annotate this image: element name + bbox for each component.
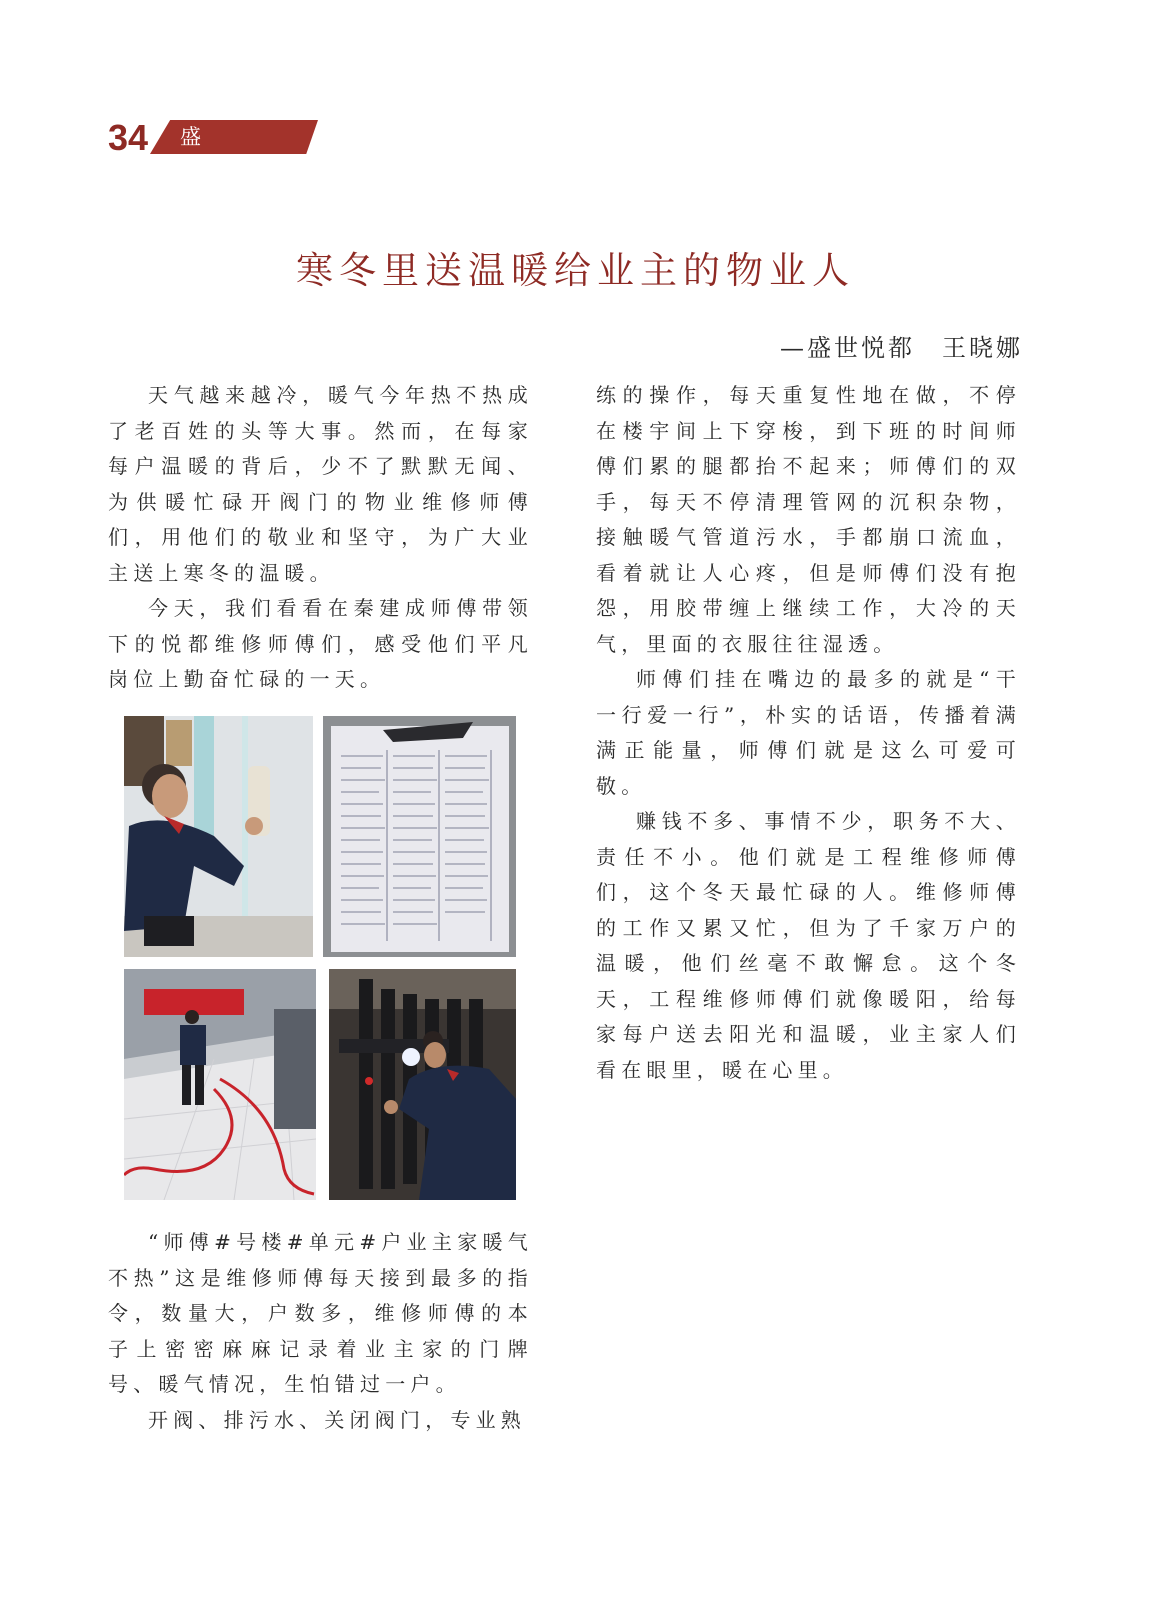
photo-corridor-hose bbox=[124, 969, 316, 1200]
photo-handwritten-records bbox=[323, 716, 516, 957]
article-byline: —盛世悦都 王晓娜 bbox=[780, 334, 1023, 362]
paragraph: 今天，我们看看在秦建成师傅带领下的悦都维修师傅们，感受他们平凡岗位上勤奋忙碌的一天。 bbox=[108, 596, 533, 691]
page-number: 34 bbox=[108, 117, 149, 158]
photo-worker-radiator bbox=[124, 716, 313, 957]
left-column-top bbox=[108, 378, 533, 698]
article-title: 寒冬里送温暖给业主的物业人 bbox=[296, 249, 855, 292]
paragraph: 练的操作，每天重复性地在做，不停在楼宇间上下穿梭，到下班的时间师傅们累的腿都抬不起来；师傅们的双手，每天不停清理管网的沉积杂物，接触暖气管道污水，手都崩口流血，看着就让人心疼，但是师傅们没有抱怨，用胶带缠上继续工作，大冷的天气，里面的衣服往往湿透。 bbox=[596, 383, 1021, 656]
right-column bbox=[596, 378, 1021, 1088]
photo-pipe-valves bbox=[329, 969, 516, 1200]
paragraph: 赚钱不多、事情不少，职务不大、责任不小。他们就是工程维修师傅们，这个冬天最忙碌的人。维修师傅的工作又累又忙，但为了千家万户的温暖，他们丝毫不敢懈怠。这个冬天，工程维修师傅们就像暖阳，给每家每户送去阳光和温暖，业主家人们看在眼里，暖在心里。 bbox=[596, 809, 1021, 1082]
paragraph: 天气越来越冷，暖气今年热不热成了老百姓的头等大事。然而，在每家每户温暖的背后，少不了默默无闻、为供暖忙碌开阀门的物业维修师傅们，用他们的敬业和坚守，为广大业主送上寒冬的温暖。 bbox=[108, 383, 533, 585]
paragraph: 师傅们挂在嘴边的最多的就是“干一行爱一行”，朴实的话语，传播着满满正能量，师傅们就是这么可爱可敬。 bbox=[596, 667, 1021, 798]
section-title: 盛世物业 bbox=[180, 125, 204, 251]
paragraph: 开阀、排污水、关闭阀门，专业熟 bbox=[148, 1407, 526, 1432]
left-column-bottom bbox=[108, 1225, 533, 1438]
paragraph: “师傅#号楼#单元#户业主家暖气不热”这是维修师傅每天接到最多的指令，数量大，户数多，维修师傅的本子上密密麻麻记录着业主家的门牌号、暖气情况，生怕错过一户。 bbox=[108, 1230, 533, 1396]
